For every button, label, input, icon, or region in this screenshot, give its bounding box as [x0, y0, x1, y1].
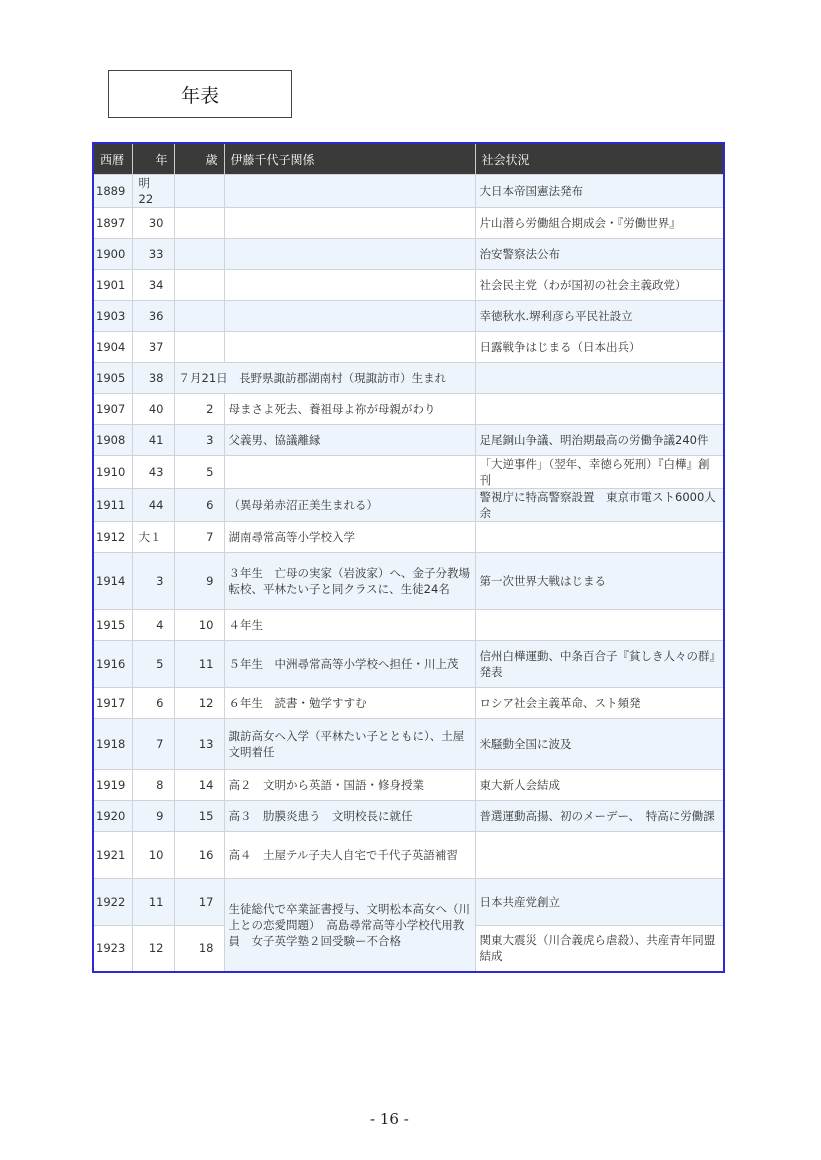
cell-society: 信州白樺運動、中条百合子『貧しき人々の群』発表 [475, 641, 724, 688]
cell-age: 5 [174, 456, 224, 489]
cell-ad: 1905 [93, 363, 132, 394]
cell-society: 大日本帝国憲法発布 [475, 175, 724, 208]
cell-era: 37 [132, 332, 174, 363]
table-row [93, 688, 724, 719]
table-row [93, 522, 724, 553]
table-row [93, 610, 724, 641]
cell-society: 片山潜ら労働組合期成会・『労働世界』 [475, 208, 724, 239]
cell-ad: 1897 [93, 208, 132, 239]
cell-ad: 1901 [93, 270, 132, 301]
cell-era: 40 [132, 394, 174, 425]
cell-ad: 1908 [93, 425, 132, 456]
cell-society [475, 522, 724, 553]
table-header-row [93, 143, 724, 175]
table-row [93, 363, 724, 394]
cell-life: 湖南尋常高等小学校入学 [224, 522, 475, 553]
table-row [93, 208, 724, 239]
cell-life [224, 239, 475, 270]
cell-society: ロシア社会主義革命、スト頻発 [475, 688, 724, 719]
cell-society: 幸徳秋水.堺利彦ら平民社設立 [475, 301, 724, 332]
cell-era: 9 [132, 801, 174, 832]
cell-ad: 1918 [93, 719, 132, 770]
cell-life: 高３ 肋膜炎患う 文明校長に就任 [224, 801, 475, 832]
cell-ad: 1907 [93, 394, 132, 425]
table-row [93, 801, 724, 832]
cell-era: 43 [132, 456, 174, 489]
cell-era: 6 [132, 688, 174, 719]
table-row [93, 489, 724, 522]
table-row [93, 301, 724, 332]
cell-life [224, 270, 475, 301]
cell-era: 10 [132, 832, 174, 879]
table-row [93, 270, 724, 301]
cell-age [174, 301, 224, 332]
cell-age: 16 [174, 832, 224, 879]
table-row [93, 456, 724, 489]
cell-age [174, 208, 224, 239]
cell-society: 関東大震災（川合義虎ら虐殺）、共産青年同盟結成 [475, 926, 724, 972]
cell-era: 44 [132, 489, 174, 522]
cell-era: 30 [132, 208, 174, 239]
page-title: 年表 [108, 70, 292, 118]
cell-society: 日本共産党創立 [475, 879, 724, 926]
cell-era: 4 [132, 610, 174, 641]
cell-ad: 1920 [93, 801, 132, 832]
header-era: 年 [132, 143, 174, 175]
cell-ad: 1916 [93, 641, 132, 688]
cell-age: 6 [174, 489, 224, 522]
table-row [93, 394, 724, 425]
cell-life [224, 332, 475, 363]
cell-age: 12 [174, 688, 224, 719]
header-ad: 西暦 [93, 143, 132, 175]
cell-life: 諏訪高女へ入学（平林たい子とともに）、土屋文明着任 [224, 719, 475, 770]
cell-era: 36 [132, 301, 174, 332]
cell-age: 18 [174, 926, 224, 972]
cell-life: ６年生 読書・勉学すすむ [224, 688, 475, 719]
cell-ad: 1919 [93, 770, 132, 801]
cell-age: 7 [174, 522, 224, 553]
table-row [93, 879, 724, 926]
cell-society: 警視庁に特高警察設置 東京市電スト6000人余 [475, 489, 724, 522]
cell-life: 父義男、協議離縁 [224, 425, 475, 456]
cell-life: 高２ 文明から英語・国語・修身授業 [224, 770, 475, 801]
cell-life: ５年生 中洲尋常高等小学校へ担任・川上茂 [224, 641, 475, 688]
cell-ad: 1904 [93, 332, 132, 363]
table-row [93, 239, 724, 270]
cell-ad: 1900 [93, 239, 132, 270]
cell-era: 8 [132, 770, 174, 801]
table-row [93, 175, 724, 208]
cell-ad: 1922 [93, 879, 132, 926]
cell-society: 「大逆事件」（翌年、幸徳ら死刑）『白樺』創刊 [475, 456, 724, 489]
cell-society: 東大新人会結成 [475, 770, 724, 801]
cell-era: 11 [132, 879, 174, 926]
cell-ad: 1912 [93, 522, 132, 553]
cell-ad: 1914 [93, 553, 132, 610]
cell-society: 日露戦争はじまる（日本出兵） [475, 332, 724, 363]
cell-age [174, 270, 224, 301]
cell-society: 治安警察法公布 [475, 239, 724, 270]
cell-age: 10 [174, 610, 224, 641]
cell-age: 3 [174, 425, 224, 456]
table-row [93, 553, 724, 610]
cell-age: 15 [174, 801, 224, 832]
cell-life: ４年生 [224, 610, 475, 641]
cell-age: 2 [174, 394, 224, 425]
cell-ad: 1923 [93, 926, 132, 972]
cell-society [475, 832, 724, 879]
cell-era: 33 [132, 239, 174, 270]
cell-age [174, 332, 224, 363]
cell-ad: 1915 [93, 610, 132, 641]
table-row [93, 770, 724, 801]
cell-society: 第一次世界大戦はじまる [475, 553, 724, 610]
timeline-table [92, 142, 725, 973]
cell-life [224, 301, 475, 332]
cell-life: ３年生 亡母の実家（岩波家）へ、金子分教場転校、平林たい子と同クラスに、生徒24名 [224, 553, 475, 610]
cell-age: 14 [174, 770, 224, 801]
cell-age: 13 [174, 719, 224, 770]
table-row [93, 332, 724, 363]
cell-society: 足尾銅山争議、明治期最高の労働争議240件 [475, 425, 724, 456]
table-body [93, 175, 724, 972]
cell-age: 9 [174, 553, 224, 610]
cell-life: （異母弟赤沼正美生まれる） [224, 489, 475, 522]
cell-life [224, 175, 475, 208]
header-society: 社会状況 [475, 143, 724, 175]
cell-society: 普選運動高揚、初のメーデー、 特高に労働課 [475, 801, 724, 832]
cell-era: 41 [132, 425, 174, 456]
cell-society [475, 363, 724, 394]
cell-age: 11 [174, 641, 224, 688]
table-row [93, 425, 724, 456]
cell-society [475, 610, 724, 641]
cell-life: 母まさよ死去、養祖母よ祢が母親がわり [224, 394, 475, 425]
cell-life: 生徒総代で卒業証書授与、文明松本高女へ（川上との恋愛問題） 高島尋常高等小学校代用教員 女子英学塾２回受験ー不合格 [224, 879, 475, 972]
table-row [93, 641, 724, 688]
cell-era: 5 [132, 641, 174, 688]
cell-era: 34 [132, 270, 174, 301]
cell-age: 17 [174, 879, 224, 926]
header-life: 伊藤千代子関係 [224, 143, 475, 175]
cell-life: 高４ 土屋テル子夫人自宅で千代子英語補習 [224, 832, 475, 879]
cell-ad: 1889 [93, 175, 132, 208]
cell-life [224, 456, 475, 489]
cell-society: 社会民主党（わが国初の社会主義政党） [475, 270, 724, 301]
cell-ad: 1911 [93, 489, 132, 522]
cell-ad: 1903 [93, 301, 132, 332]
cell-era: 38 [132, 363, 174, 394]
cell-era: 大１ [132, 522, 174, 553]
cell-life [224, 208, 475, 239]
cell-era: 12 [132, 926, 174, 972]
header-age: 歳 [174, 143, 224, 175]
cell-era: 3 [132, 553, 174, 610]
cell-era: 明22 [132, 175, 174, 208]
cell-era: 7 [132, 719, 174, 770]
cell-society: 米騒動全国に波及 [475, 719, 724, 770]
table-row [93, 832, 724, 879]
cell-ad: 1921 [93, 832, 132, 879]
page-number: - 16 - [370, 1110, 409, 1128]
table-row [93, 719, 724, 770]
cell-ad: 1910 [93, 456, 132, 489]
cell-life: ７月21日 長野県諏訪郡湖南村（現諏訪市）生まれ [174, 363, 475, 394]
cell-age [174, 239, 224, 270]
cell-ad: 1917 [93, 688, 132, 719]
cell-society [475, 394, 724, 425]
cell-age [174, 175, 224, 208]
